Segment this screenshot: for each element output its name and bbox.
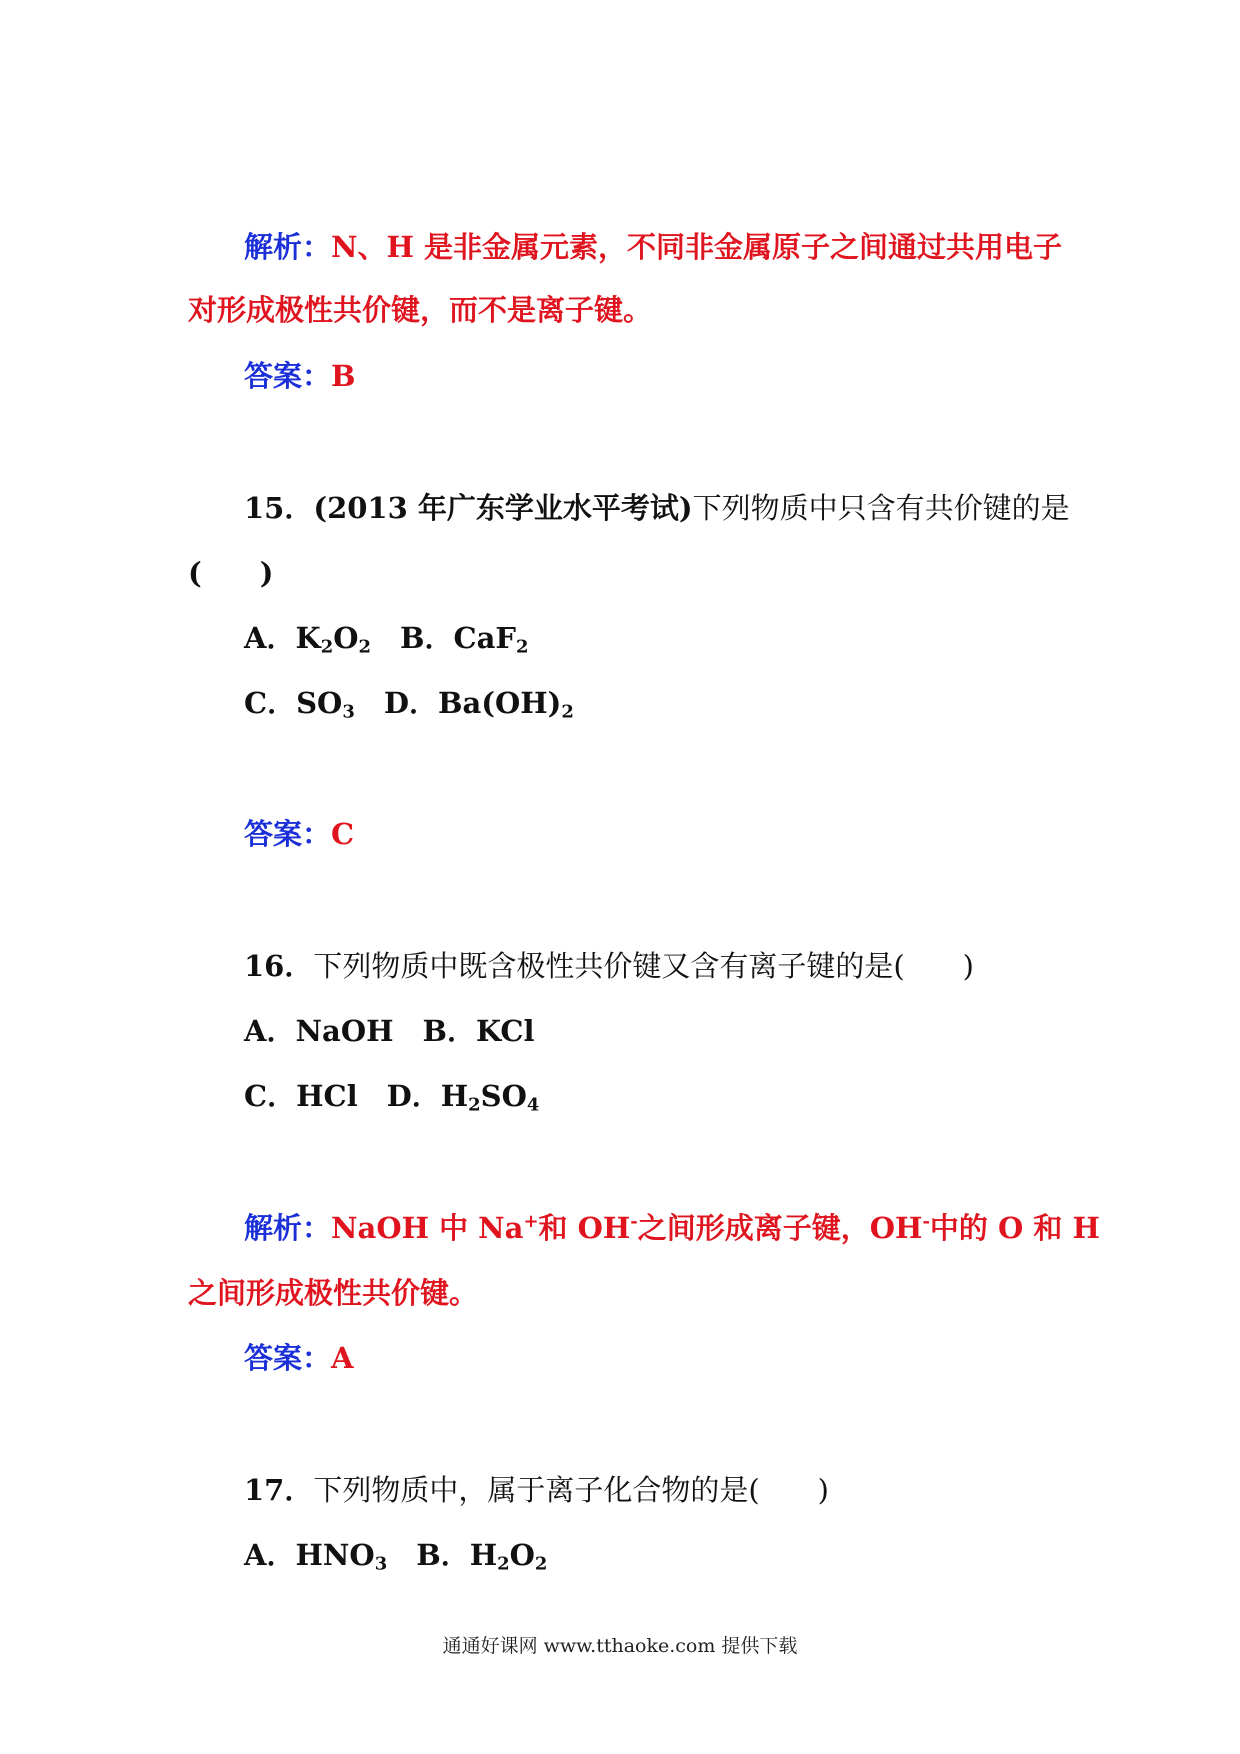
question-16-options-cd [244,1079,540,1116]
question-number: 17． [244,1473,314,1507]
question-number: 15． [244,491,314,525]
question-text: 下列物质中，属于离子化合物的是( ) [313,1473,829,1507]
option-b: KCl [476,1014,535,1048]
option-b-label: B． [416,1538,470,1572]
option-c: $SO_3$ [296,686,355,723]
option-c-label: C． [244,686,297,720]
option-a-label: A． [244,1538,296,1572]
solution-line-2: 对形成极性共价键，而不是离子键。 [188,293,653,327]
answer-value: C [331,817,355,851]
question-15-paren: ( ) [188,556,274,590]
answer-label: 答案： [244,1341,332,1375]
question-text: 下列物质中既含极性共价键又含有离子键的是( ) [313,949,974,983]
answer-value: B [331,359,356,393]
option-c: HCl [296,1079,358,1113]
answer-line [244,359,356,393]
option-b: CaF$_2$ [453,621,529,658]
option-d: $H_2SO_4$ [440,1079,540,1116]
solution-label: 解析： [244,1211,332,1245]
page-footer: 通通好课网 www.tthaoke.com 提供下载 [442,1635,798,1657]
question-15-stem [244,491,1070,525]
question-15-options-ab [244,621,529,658]
option-b-label: B． [400,621,454,655]
solution-line-1 [244,1211,1100,1245]
question-16-stem [244,949,974,983]
option-b-label: B． [422,1014,476,1048]
answer-value: A [331,1341,354,1375]
question-16-options-ab [244,1014,535,1048]
option-a: $HNO_3$ [295,1538,388,1575]
option-b: $H_2O_2$ [469,1538,548,1575]
question-17-stem [244,1473,829,1507]
option-d: $Ba(OH)_2$ [437,686,574,723]
answer-line [244,1341,354,1375]
option-a-label: A． [244,621,296,655]
question-number: 16． [244,949,314,983]
question-15-options-cd [244,686,574,723]
solution-text: NaOH 中 Na+和 OH-之间形成离子键，OH-中的 O 和 H [331,1211,1100,1245]
answer-line [244,817,355,851]
solution-line-1 [244,230,1063,264]
answer-label: 答案： [244,817,332,851]
question-text: 下列物质中只含有共价键的是 [692,491,1070,525]
option-a-label: A． [244,1014,296,1048]
option-a: $K_2O_2$ [295,621,372,658]
question-source: (2013 年广东学业水平考试) [313,491,693,525]
option-d-label: D． [386,1079,441,1113]
option-c-label: C． [244,1079,297,1113]
solution-line-2: 之间形成极性共价键。 [188,1276,479,1310]
question-17-options-ab [244,1538,548,1575]
option-a: NaOH [295,1014,394,1048]
solution-text: N、H 是非金属元素，不同非金属原子之间通过共用电子 [331,230,1063,264]
option-d-label: D． [383,686,438,720]
answer-label: 答案： [244,359,332,393]
solution-label: 解析： [244,230,332,264]
